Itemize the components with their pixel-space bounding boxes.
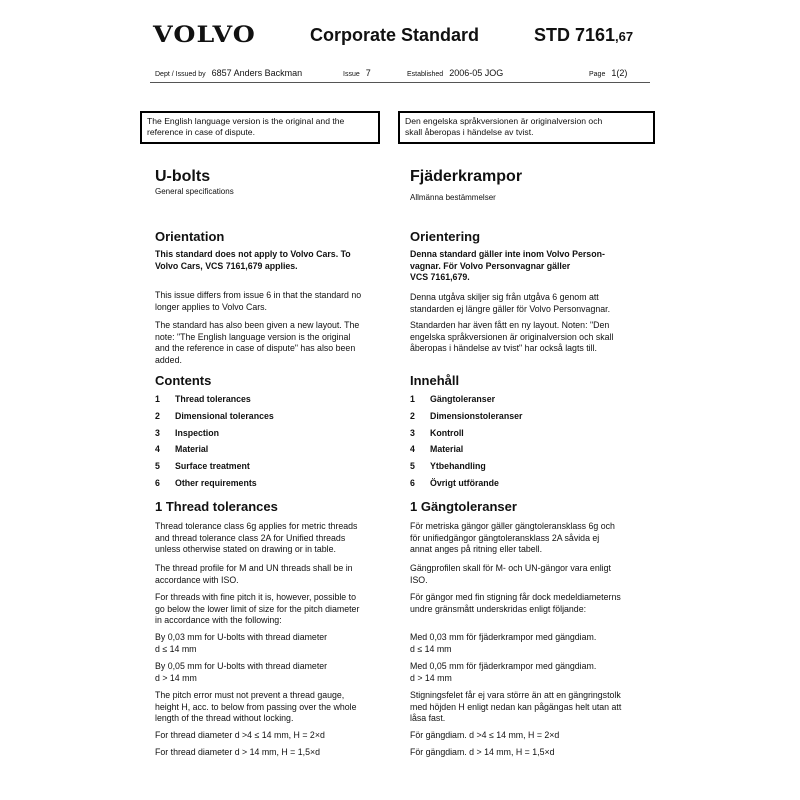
contents-item [155, 394, 251, 406]
contents-item-number: 2 [410, 410, 415, 421]
contents-item [155, 461, 250, 473]
contents-item-label: Kontroll [430, 427, 464, 438]
text-line: The pitch error must not prevent a thread gauge, [155, 690, 345, 700]
contents-item-label: Inspection [175, 427, 219, 438]
text-line: and the reference in case of dispute" has also been [155, 343, 356, 353]
contents-item-number: 5 [410, 461, 415, 472]
text-line: För gängor med fin stigning får dock medeldiameterns [410, 592, 621, 602]
text-line: For thread diameter d > 14 mm, H = 1,5×d [155, 747, 321, 757]
contents-item-number: 4 [155, 444, 160, 455]
text-line: Med 0,03 mm för fjäderkrampor med gängdiam. [410, 632, 597, 642]
paragraph [155, 320, 359, 366]
contents-item-label: Surface treatment [175, 461, 250, 472]
paragraph [155, 290, 361, 313]
established-value: 2006-05 JOG [449, 68, 504, 78]
header-divider [150, 82, 650, 83]
text-line: Den engelska språkversionen är originalversion och [405, 116, 603, 126]
contents-item-label: Gängtoleranser [430, 394, 496, 404]
text-line: By 0,03 mm for U-bolts with thread diameter [155, 632, 328, 642]
contents-item [155, 428, 219, 440]
text-line: and thread tolerance class 2A for Unified threads [155, 532, 346, 543]
text-line: For threads with fine pitch it is, however, possible to [155, 592, 356, 602]
paragraph [155, 730, 325, 742]
text-line: engelska språkversionen är originalversion och skall [410, 331, 614, 342]
text-line: longer applies to Volvo Cars. [155, 301, 267, 312]
text-line: For thread diameter d >4 ≤ 14 mm, H = 2×d [155, 730, 325, 740]
text-line: För gängdiam. d >4 ≤ 14 mm, H = 2×d [410, 730, 560, 740]
text-line: ISO. [410, 574, 428, 585]
section-subtitle: Allmänna bestämmelser [410, 193, 496, 202]
paragraph [410, 747, 555, 759]
paragraph [155, 521, 357, 556]
volvo-logo: VOLVO [153, 22, 256, 48]
notice-box-sv [398, 111, 655, 144]
text-line: för unifiedgängor gängtoleransklass 2A såvida ej [410, 532, 600, 543]
text-line: d ≤ 14 mm [410, 643, 452, 654]
text-line: height H, acc. to below from passing over the whole [155, 701, 357, 712]
issue-value: 7 [365, 68, 371, 78]
text-line: go below the lower limit of size for the pitch diameter [155, 603, 360, 614]
meta-issue [343, 68, 371, 78]
text-line: Standarden har även fått en ny layout. Noten: "Den [410, 320, 610, 330]
page-label: Page [589, 71, 606, 78]
text-line: Volvo Cars, VCS 7161,679 applies. [155, 260, 298, 271]
paragraph [410, 730, 559, 742]
contents-item [410, 444, 463, 456]
text-line: in accordance with the following: [155, 615, 282, 625]
text-line: Thread tolerance class 6g applies for metric threads [155, 521, 358, 531]
text-line: undre gränsmått underskridas enligt följande: [410, 603, 587, 614]
contents-item-label: Dimensional tolerances [175, 410, 274, 421]
text-line: unless otherwise stated on drawing or in table. [155, 544, 336, 554]
text-line: The standard has also been given a new layout. The [155, 320, 360, 330]
text-line: låsa fast. [410, 713, 446, 723]
text-line: Denna standard gäller inte inom Volvo Person- [410, 249, 605, 259]
text-line: Stigningsfelet får ej vara större än att en gängringstolk [410, 690, 621, 700]
contents-item [410, 411, 522, 423]
paragraph [410, 320, 613, 355]
contents-item-label: Material [430, 444, 464, 455]
paragraph [410, 632, 596, 655]
contents-heading: Contents [155, 373, 212, 388]
contents-item-label: Other requirements [175, 478, 257, 488]
section-1-heading: 1 Gängtoleranser [410, 499, 517, 514]
contents-item-number: 4 [410, 444, 415, 455]
paragraph [410, 292, 610, 315]
notice-box-en [140, 111, 380, 144]
contents-item [155, 444, 208, 456]
text-line: The thread profile for M and UN threads shall be in [155, 563, 353, 573]
contents-item-number: 5 [155, 461, 160, 472]
text-line: This issue differs from issue 6 in that the standard no [155, 290, 362, 300]
contents-item-number: 6 [410, 478, 415, 488]
text-line: d ≤ 14 mm [155, 643, 197, 654]
meta-page [589, 68, 627, 78]
meta-dept [155, 68, 302, 78]
text-line: d > 14 mm [155, 672, 197, 683]
paragraph [410, 563, 611, 586]
contents-item [410, 461, 486, 473]
paragraph [155, 661, 327, 684]
orientation-heading: Orientation [155, 229, 225, 244]
contents-item-label: Dimensionstoleranser [430, 410, 523, 421]
contents-item-number: 1 [410, 394, 415, 404]
contents-item-number: 3 [410, 427, 415, 438]
paragraph [410, 521, 615, 556]
standard-number [534, 25, 633, 46]
text-line: VCS 7161,679. [410, 272, 470, 282]
established-label: Established [407, 71, 444, 78]
text-line: med höjden H enligt nedan kan pågängas helt utan att [410, 701, 622, 712]
text-line: För gängdiam. d > 14 mm, H = 1,5×d [410, 747, 555, 757]
paragraph [155, 632, 327, 655]
text-line: d > 14 mm [410, 672, 452, 683]
paragraph [410, 592, 621, 615]
text-line: accordance with ISO. [155, 574, 239, 585]
text-line: åberopas i händelse av tvist" har också lagts till. [410, 343, 597, 353]
text-line: standarden ej längre gäller för Volvo Personvagnar. [410, 303, 611, 314]
section-subtitle: General specifications [155, 187, 234, 196]
text-line: Denna utgåva skiljer sig från utgåva 6 genom att [410, 292, 599, 302]
contents-item-label: Ytbehandling [430, 461, 486, 472]
text-line: Gängprofilen skall för M- och UN-gängor vara enligt [410, 563, 611, 573]
text-line: note: "The English language version is the original [155, 331, 351, 342]
contents-item [410, 428, 464, 440]
orientation-note [155, 249, 351, 272]
contents-item-label: Övrigt utförande [430, 478, 499, 488]
text-line: added. [155, 354, 182, 365]
text-line: skall åberopas i händelse av tvist. [405, 127, 534, 137]
contents-item [155, 411, 274, 423]
paragraph [410, 690, 621, 725]
section-1-heading: 1 Thread tolerances [155, 499, 278, 514]
section-title: U-bolts [155, 168, 211, 185]
std-suffix: ,67 [615, 29, 634, 44]
text-line: Med 0,05 mm för fjäderkrampor med gängdiam. [410, 661, 597, 671]
document-title: Corporate Standard [310, 25, 480, 45]
paragraph [155, 592, 359, 627]
contents-item-number: 6 [155, 478, 160, 488]
paragraph [155, 747, 320, 759]
paragraph [155, 690, 356, 725]
dept-label: Dept / Issued by [155, 71, 206, 78]
orientation-heading: Orientering [410, 229, 481, 244]
meta-established [407, 68, 503, 78]
dept-value: 6857 Anders Backman [211, 68, 303, 78]
text-line: reference in case of dispute. [147, 127, 255, 137]
std-number: STD 7161 [534, 25, 616, 45]
contents-item [155, 478, 257, 490]
text-line: För metriska gängor gäller gängtoleransklass 6g och [410, 521, 615, 531]
page-value: 1(2) [611, 68, 628, 78]
contents-item-label: Thread tolerances [175, 394, 251, 404]
paragraph [410, 661, 596, 684]
contents-item [410, 394, 495, 406]
text-line: vagnar. För Volvo Personvagnar gäller [410, 260, 571, 271]
contents-item-number: 1 [155, 394, 160, 404]
contents-item-label: Material [175, 444, 209, 455]
issue-label: Issue [343, 71, 360, 78]
contents-heading: Innehåll [410, 373, 460, 388]
contents-item-number: 2 [155, 410, 160, 421]
orientation-note [410, 249, 605, 284]
text-line: This standard does not apply to Volvo Cars. To [155, 249, 351, 259]
paragraph [155, 563, 353, 586]
text-line: The English language version is the original and the [147, 116, 345, 126]
text-line: By 0,05 mm for U-bolts with thread diameter [155, 661, 328, 671]
text-line: annat anges på ritning eller tabell. [410, 544, 543, 554]
contents-item [410, 478, 499, 490]
section-title: Fjäderkrampor [410, 168, 523, 185]
text-line: length of the thread without locking. [155, 713, 294, 723]
contents-item-number: 3 [155, 427, 160, 438]
